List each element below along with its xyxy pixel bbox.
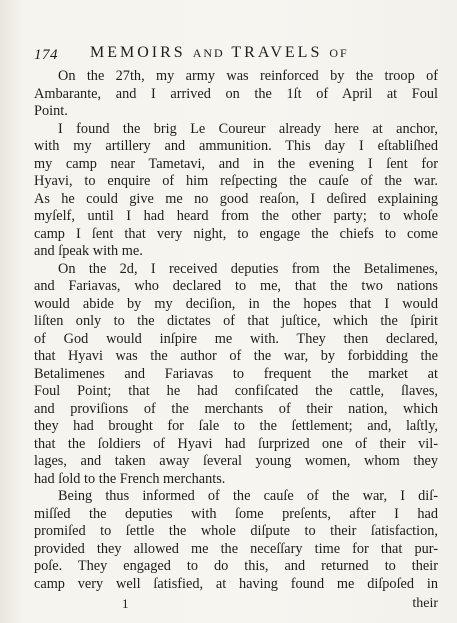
text-line: Betalimenes and Fariavas to frequent the market at: [34, 365, 438, 382]
text-line: of God would inſpire me with. They then declared,: [34, 330, 438, 347]
text-line: myſelf, until I had heard from the other party; to whoſe: [34, 208, 438, 224]
text-line: provided they allowed me the neceſſary time for that pur-: [34, 540, 438, 557]
running-head-travels: TRAVELS: [231, 44, 323, 61]
text-line: Being thus informed of the cauſe of the war, I diſ-: [58, 488, 438, 504]
text-line: miſſed the deputies with ſome preſents, after I had: [34, 505, 438, 522]
text-line: lages, and taken away ſeveral young women, whom they: [34, 453, 438, 469]
catchword: their: [412, 596, 438, 611]
running-head: [90, 44, 349, 62]
signature-mark: 1: [122, 596, 129, 611]
text-line: and proviſions of the merchants of their nation, which: [34, 400, 438, 417]
page-number: 174: [34, 47, 58, 63]
text-line: and Fariavas, who declared to me, that the two nations: [34, 278, 438, 294]
text-line: would abide by my deciſion, in the hopes that I would: [34, 295, 438, 312]
text-line: poſe. They engaged to do this, and returned to their: [34, 558, 438, 574]
text-line: On the 27th, my army was reinforced by the troop of: [58, 68, 438, 84]
text-line: Foul Point; that he had confiſcated the cattle, ſlaves,: [34, 383, 438, 399]
text-line: that Hyavi was the author of the war, by forbidding the: [34, 348, 438, 364]
text-line: camp I ſent that very night, to engage the chiefs to come: [34, 225, 438, 242]
text-line: Ambarante, and I arrived on the 1ſt of April at Foul: [34, 85, 438, 102]
page-footer: [34, 596, 438, 614]
text-line: liſten only to the dictates of that juſtice, which the ſpirit: [34, 313, 438, 329]
text-line: that the ſoldiers of Hyavi had ſurprized one of their vil-: [34, 435, 438, 452]
text-line: they had brought for ſale to the ſettlement; and, laſtly,: [34, 418, 438, 434]
running-head-memoirs: MEMOIRS: [90, 44, 186, 61]
text-line: my camp near Tametavi, and in the evening I ſent for: [34, 155, 438, 172]
text-line: and ſpeak with me.: [34, 243, 143, 259]
running-head-of: OF: [329, 46, 349, 60]
text-line: I found the brig Le Coureur already here at anchor,: [58, 120, 438, 137]
text-line: promiſed to ſettle the whole diſpute to their ſatisfaction,: [34, 523, 438, 539]
text-line: with my artillery and ammunition. This day I eſtabliſhed: [34, 138, 438, 154]
text-line: Point.: [34, 103, 68, 119]
body-text: [34, 68, 438, 593]
running-head-and: AND: [192, 46, 225, 60]
text-line: camp very well ſatisfied, at having found me diſpoſed in: [34, 575, 438, 592]
text-line: On the 2d, I received deputies from the Betalimenes,: [58, 260, 438, 277]
text-line: As he could give me no good reaſon, I deſired explaining: [34, 190, 438, 207]
text-line: had ſold to the French merchants.: [34, 470, 226, 487]
text-line: Hyavi, to enquire of him reſpecting the cauſe of the war.: [34, 173, 438, 189]
page-header: [34, 44, 434, 66]
